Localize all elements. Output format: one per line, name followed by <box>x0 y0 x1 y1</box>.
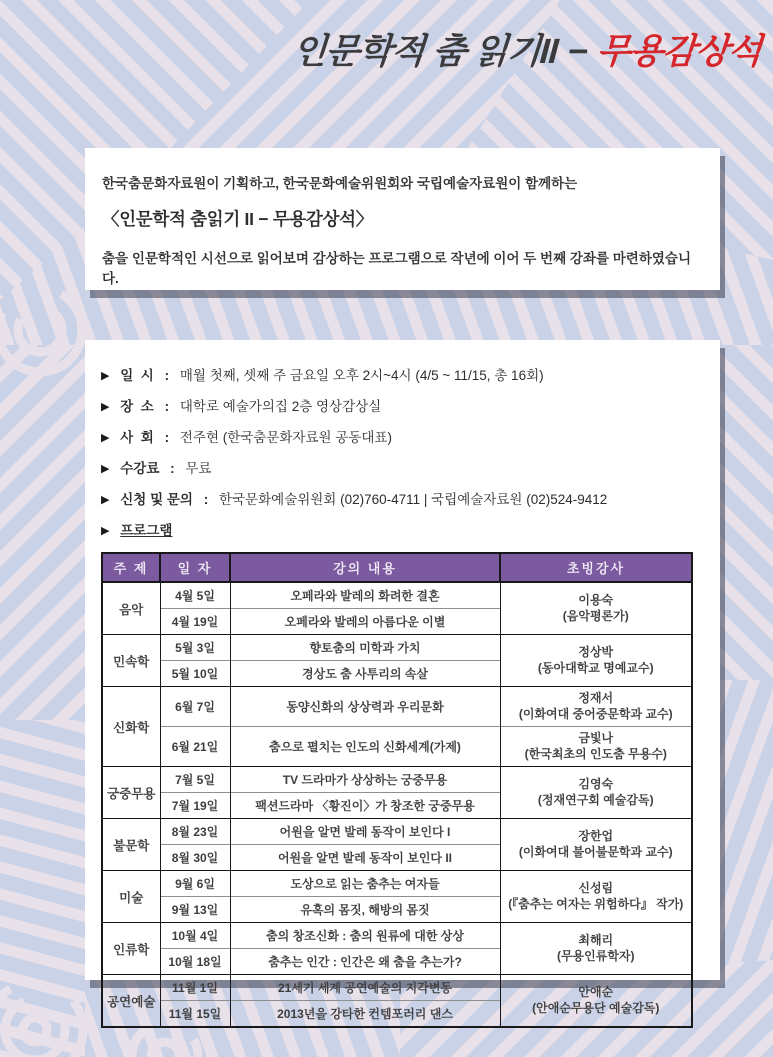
lecturer-name: 신성림 <box>578 880 614 895</box>
detail-colon: : <box>164 430 170 445</box>
topic-cell: 음악 <box>102 582 160 635</box>
detail-label: 일 시 <box>120 368 154 383</box>
details-list <box>101 366 720 542</box>
topic-cell: 인류학 <box>102 923 160 975</box>
lecturer-name: 안애순 <box>578 984 614 999</box>
table-row <box>102 975 692 1001</box>
topic-cell: 신화학 <box>102 687 160 767</box>
table-row <box>102 687 692 727</box>
topic-cell: 불문학 <box>102 819 160 871</box>
lecturer-affiliation: (무용인류학자) <box>556 948 635 963</box>
detail-value: 한국문화예술위원회 (02)760-4711 | 국립예술자료원 (02)524-9412 <box>218 492 608 507</box>
lecturer-cell <box>500 727 692 767</box>
lecturer-cell <box>500 871 692 923</box>
lecturer-cell <box>500 767 692 819</box>
date-cell: 5월 10일 <box>160 661 230 687</box>
poster-title-highlight: 무용감상석 <box>595 32 763 71</box>
program-table-head <box>102 553 692 582</box>
detail-colon: : <box>164 399 170 414</box>
date-cell: 4월 19일 <box>160 609 230 635</box>
content-cell: 오페라와 발레의 화려한 결혼 <box>230 582 500 609</box>
date-cell: 11월 1일 <box>160 975 230 1001</box>
lecturer-affiliation: (이화여대 중어중문학과 교수) <box>518 706 673 721</box>
date-cell: 9월 6일 <box>160 871 230 897</box>
lecturer-affiliation: (동아대학교 명예교수) <box>537 660 654 675</box>
detail-value: 무료 <box>185 461 212 476</box>
content-cell: 춤으로 펼치는 인도의 신화세계(가제) <box>230 727 500 767</box>
detail-label: 신청 및 문의 <box>120 492 193 507</box>
content-cell: 도상으로 읽는 춤추는 여자들 <box>230 871 500 897</box>
detail-colon: : <box>203 492 209 507</box>
detail-colon: : <box>164 368 170 383</box>
detail-value: 전주현 (한국춤문화자료원 공동대표) <box>179 430 392 445</box>
date-cell: 6월 7일 <box>160 687 230 727</box>
play-bullet-icon: ▶ <box>101 463 110 475</box>
detail-line-contact <box>101 490 720 511</box>
content-cell: 유혹의 몸짓, 해방의 몸짓 <box>230 897 500 923</box>
table-row <box>102 727 692 767</box>
program-table <box>101 552 693 1028</box>
detail-value: 대학로 예술가의집 2층 영상감상실 <box>179 399 382 414</box>
date-cell: 4월 5일 <box>160 582 230 609</box>
content-cell: 춤추는 인간 : 인간은 왜 춤을 추는가? <box>230 949 500 975</box>
date-cell: 10월 4일 <box>160 923 230 949</box>
intro-line3: 춤을 인문학적인 시선으로 읽어보며 감상하는 프로그램으로 작년에 이어 두 번째 강좌를 마련하였습니다. <box>102 251 691 286</box>
lecturer-affiliation: (한국최초의 인도춤 무용수) <box>524 746 667 761</box>
lecturer-affiliation: (『춤추는 여자는 위험하다』 작가) <box>508 896 684 911</box>
lecturer-name: 장한업 <box>578 828 614 843</box>
program-table-body <box>102 582 692 1027</box>
content-cell: 어원을 알면 발레 동작이 보인다 II <box>230 845 500 871</box>
table-row <box>102 582 692 609</box>
play-bullet-icon: ▶ <box>101 401 110 413</box>
lecturer-name: 정재서 <box>578 690 614 705</box>
content-cell: 21세기 세계 공연예술의 지각변동 <box>230 975 500 1001</box>
content-cell: 경상도 춤 사투리의 속살 <box>230 661 500 687</box>
lecturer-cell <box>500 687 692 727</box>
table-row <box>102 767 692 793</box>
table-header-date: 일 자 <box>160 553 230 582</box>
lecturer-cell <box>500 635 692 687</box>
date-cell: 7월 5일 <box>160 767 230 793</box>
poster-title-dash: − <box>565 32 589 71</box>
detail-line-program <box>101 521 720 542</box>
lecturer-cell <box>500 819 692 871</box>
date-cell: 5월 3일 <box>160 635 230 661</box>
topic-cell: 궁중무용 <box>102 767 160 819</box>
topic-cell: 미술 <box>102 871 160 923</box>
lecturer-cell <box>500 975 692 1028</box>
play-bullet-icon: ▶ <box>101 525 110 537</box>
table-header-row <box>102 553 692 582</box>
date-cell: 11월 15일 <box>160 1001 230 1028</box>
detail-label: 장 소 <box>120 399 154 414</box>
date-cell: 6월 21일 <box>160 727 230 767</box>
content-cell: 오페라와 발레의 아름다운 이별 <box>230 609 500 635</box>
lecturer-name: 최해리 <box>578 932 614 947</box>
content-cell: 춤의 창조신화 : 춤의 원류에 대한 상상 <box>230 923 500 949</box>
detail-line-datetime <box>101 366 720 387</box>
content-cell: 동양신화의 상상력과 우리문화 <box>230 687 500 727</box>
detail-line-place <box>101 397 720 418</box>
detail-label: 사 회 <box>120 430 154 445</box>
lecturer-name: 김영숙 <box>578 776 614 791</box>
topic-cell: 공연예술 <box>102 975 160 1028</box>
detail-label: 수강료 <box>120 461 160 476</box>
play-bullet-icon: ▶ <box>101 494 110 506</box>
lecturer-name: 금빛나 <box>578 730 614 745</box>
date-cell: 8월 23일 <box>160 819 230 845</box>
date-cell: 7월 19일 <box>160 793 230 819</box>
content-cell: TV 드라마가 상상하는 궁중무용 <box>230 767 500 793</box>
content-cell: 팩션드라마 〈황진이〉가 창조한 궁중무용 <box>230 793 500 819</box>
lecturer-cell <box>500 923 692 975</box>
detail-line-host <box>101 428 720 449</box>
play-bullet-icon: ▶ <box>101 370 110 382</box>
detail-line-fee <box>101 459 720 480</box>
detail-colon: : <box>170 461 175 476</box>
lecturer-affiliation: (이화여대 불어불문학과 교수) <box>518 844 673 859</box>
intro-line1: 한국춤문화자료원이 기획하고, 한국문화예술위원회와 국립예술자료원이 함께하는 <box>102 176 578 191</box>
intro-box <box>85 148 720 290</box>
content-cell: 향토춤의 미학과 가치 <box>230 635 500 661</box>
lecturer-name: 이용숙 <box>578 592 614 607</box>
detail-value: 매월 첫째, 셋째 주 금요일 오후 2시~4시 (4/5 ~ 11/15, 총 16회) <box>179 368 544 383</box>
info-box <box>85 340 720 1021</box>
lecturer-name: 정상박 <box>578 644 614 659</box>
table-header-topic: 주 제 <box>102 553 160 582</box>
table-header-lecturer: 초빙강사 <box>500 553 692 582</box>
lecturer-affiliation: (안애순무용단 예술감독) <box>532 1000 660 1015</box>
content-cell: 어원을 알면 발레 동작이 보인다 I <box>230 819 500 845</box>
intro-box-inner <box>85 148 720 287</box>
program-heading: 프로그램 <box>120 523 173 538</box>
lecturer-cell <box>500 582 692 635</box>
table-row <box>102 923 692 949</box>
lecturer-affiliation: (정재연구회 예술감독) <box>537 792 654 807</box>
content-cell: 2013년을 강타한 컨템포러리 댄스 <box>230 1001 500 1028</box>
play-bullet-icon: ▶ <box>101 432 110 444</box>
poster-title-main: 인문학적 춤 읽기II <box>291 32 559 71</box>
date-cell: 10월 18일 <box>160 949 230 975</box>
table-header-content: 강의 내용 <box>230 553 500 582</box>
table-row <box>102 635 692 661</box>
table-row <box>102 871 692 897</box>
poster-title <box>291 24 763 74</box>
table-row <box>102 819 692 845</box>
intro-line2: 〈인문학적 춤읽기 II − 무용감상석〉 <box>102 209 373 229</box>
date-cell: 9월 13일 <box>160 897 230 923</box>
date-cell: 8월 30일 <box>160 845 230 871</box>
lecturer-affiliation: (음악평론가) <box>562 608 629 623</box>
topic-cell: 민속학 <box>102 635 160 687</box>
